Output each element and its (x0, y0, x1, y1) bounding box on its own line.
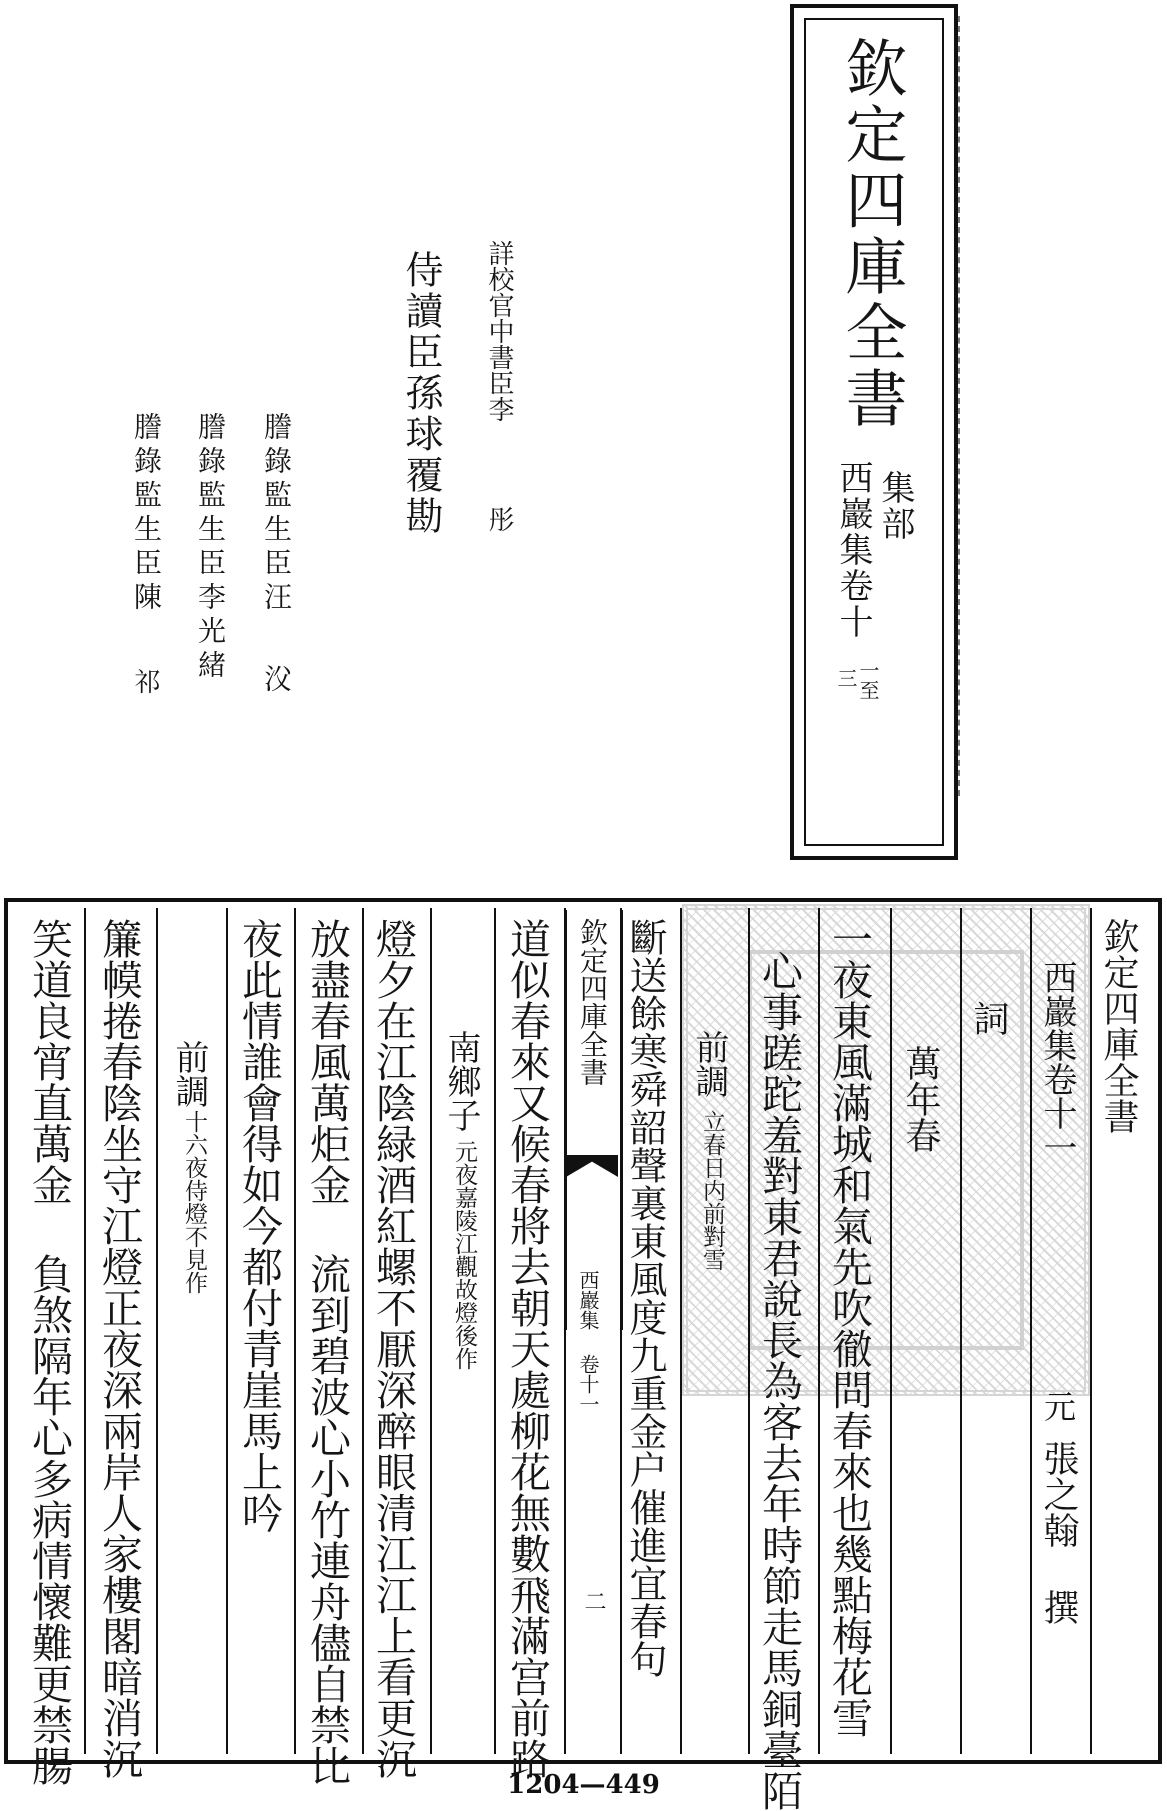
dynasty: 元 (1039, 1390, 1077, 1422)
tune-title-1: 萬年春 (900, 1045, 941, 1153)
volume-range-last: 三 (834, 668, 858, 688)
reviewer-line-1: 詳校官中書臣李 (484, 240, 514, 422)
column-rule (1030, 908, 1032, 1754)
author: 張之翰 撰 (1038, 1440, 1079, 1625)
column-rule (362, 908, 364, 1754)
book-volume: 西巖集卷十一 (1037, 960, 1077, 1164)
center-page-number: 二 (581, 1590, 606, 1612)
column-rule (890, 908, 892, 1754)
main-title: 欽定四庫全書 (835, 36, 908, 432)
seal-stamp (682, 904, 1090, 1396)
column-rule (294, 908, 296, 1754)
tune-title-4: 前調 (169, 1040, 209, 1108)
column-rule (680, 908, 682, 1754)
column-rule (1090, 908, 1092, 1754)
column-rule (818, 908, 820, 1754)
tune-note-3: 元夜嘉陵江觀故燈後作 (451, 1140, 477, 1370)
reviewer-line-1-name: 彤 (484, 506, 514, 532)
category-label: 集部 (875, 470, 915, 542)
column-rule (430, 908, 432, 1754)
poem-line: 心事蹉跎羞對東君說長為客去年時節走馬銅臺陌 (755, 950, 803, 1811)
column-rule (960, 908, 962, 1754)
tune-title-3: 南鄉子 (441, 1030, 481, 1132)
tune-note-4: 十六夜侍燈不見作 (181, 1110, 207, 1294)
copyist-line-1-name: 㳇 (260, 664, 293, 692)
poem-line: 放盡春風萬炬金 流到碧波心小竹連舟儘自禁比 (303, 918, 351, 1786)
poem-line: 簾幙捲春陰坐守江燈正夜深兩岸人家樓閣暗消沉 (95, 918, 143, 1779)
volume-label: 西巖集卷十 (833, 460, 873, 640)
copyist-line-3-name: 祁 (130, 668, 160, 694)
page-header-title: 欽定四庫全書 (1098, 918, 1139, 1134)
column-rule (84, 908, 86, 1754)
center-subtitle: 西巖集 卷十一 (576, 1270, 600, 1414)
volume-range-first: 一至 (856, 660, 880, 700)
center-title: 欽定四庫全書 (576, 918, 609, 1086)
reviewer-line-2: 侍讀臣孫球覆勘 (399, 250, 443, 537)
column-rule (494, 908, 496, 1754)
copyist-line-3: 謄錄監生臣陳 (130, 412, 163, 616)
copyist-line-1: 謄錄監生臣汪 (260, 412, 293, 616)
poem-line: 笑道良宵直萬金 負煞隔年心多病情懷難更禁腸 (25, 918, 73, 1786)
page-catalog-number: 1204—449 (507, 1770, 660, 1800)
column-rule (156, 908, 158, 1754)
column-rule (226, 908, 228, 1754)
tune-note-2: 立春日内前對雪 (699, 1110, 725, 1271)
tune-title-2: 前調 (689, 1030, 729, 1098)
poem-line: 夜此情誰會得如今都付青崖馬上吟 (235, 918, 283, 1533)
poem-line: 燈夕在江陰緑酒紅螺不厭深醉眼清江江上看更沉 (369, 918, 417, 1779)
column-rule (748, 908, 750, 1754)
title-slip-edge-mark (950, 16, 960, 796)
section-heading: 詞 (968, 1000, 1009, 1036)
poem-line: 一夜東風滿城和氣先吹徹問春來也幾點梅花雪 (825, 918, 873, 1738)
poem-line: 斷送餘寒舜韶聲裏東風度九重金户催進宜春句 (623, 918, 667, 1678)
copyist-line-2: 謄錄監生臣李光緒 (194, 412, 227, 684)
poem-line: 道似春來又候春將去朝天處柳花無數飛滿宫前路 (503, 918, 551, 1779)
